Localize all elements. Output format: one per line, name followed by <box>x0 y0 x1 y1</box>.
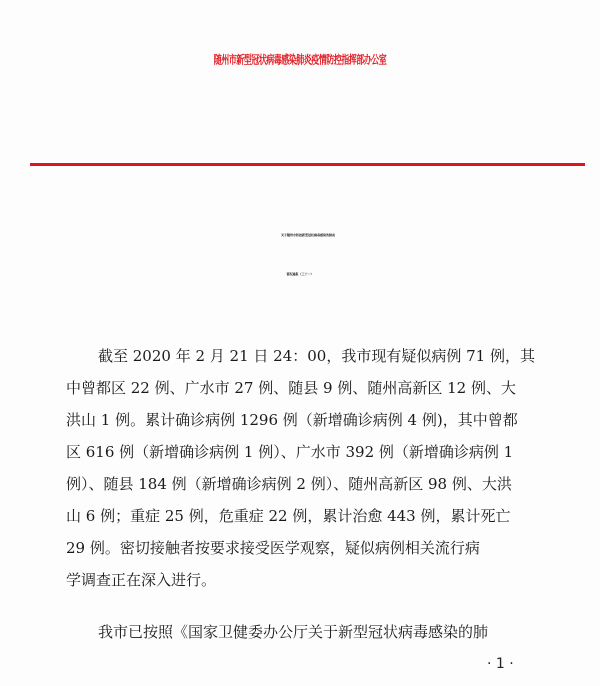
body-paragraph-1-line: 中曾都区 22 例、广水市 27 例、随县 9 例、随州高新区 12 例、大 <box>66 379 516 397</box>
body-paragraph-1-line: 截至 2020 年 2 月 21 日 24：00，我市现有疑似病例 71 例，其 <box>98 347 535 365</box>
body-paragraph-1-line: 学调查正在深入进行。 <box>66 571 217 589</box>
page-number: · 1 · <box>487 656 514 672</box>
document-title-line-2: 情况通报（三十一） <box>286 272 314 276</box>
body-paragraph-1-line: 例）、随县 184 例（新增确诊病例 2 例）、随州高新区 98 例、大洪 <box>66 475 512 493</box>
body-paragraph-1-line: 区 616 例（新增确诊病例 1 例）、广水市 392 例（新增确诊病例 1 <box>66 443 514 461</box>
body-paragraph-1-line: 洪山 1 例。累计确诊病例 1296 例（新增确诊病例 4 例)，其中曾都 <box>66 411 518 429</box>
letterhead-org-name: 随州市新型冠状病毒感染肺炎疫情防控指挥部办公室 <box>213 53 387 67</box>
body-paragraph-1-line: 山 6 例；重症 25 例，危重症 22 例，累计治愈 443 例，累计死亡 <box>66 507 511 525</box>
body-paragraph-1-line: 29 例。密切接触者按要求接受医学观察，疑似病例相关流行病 <box>66 539 480 557</box>
body-paragraph-2-line: 我市已按照《国家卫健委办公厅关于新型冠状病毒感染的肺 <box>98 623 489 641</box>
document-title-line-1: 关于随州市防控新型冠状病毒感染的肺炎 <box>280 233 335 237</box>
letterhead-red-rule <box>30 163 585 166</box>
